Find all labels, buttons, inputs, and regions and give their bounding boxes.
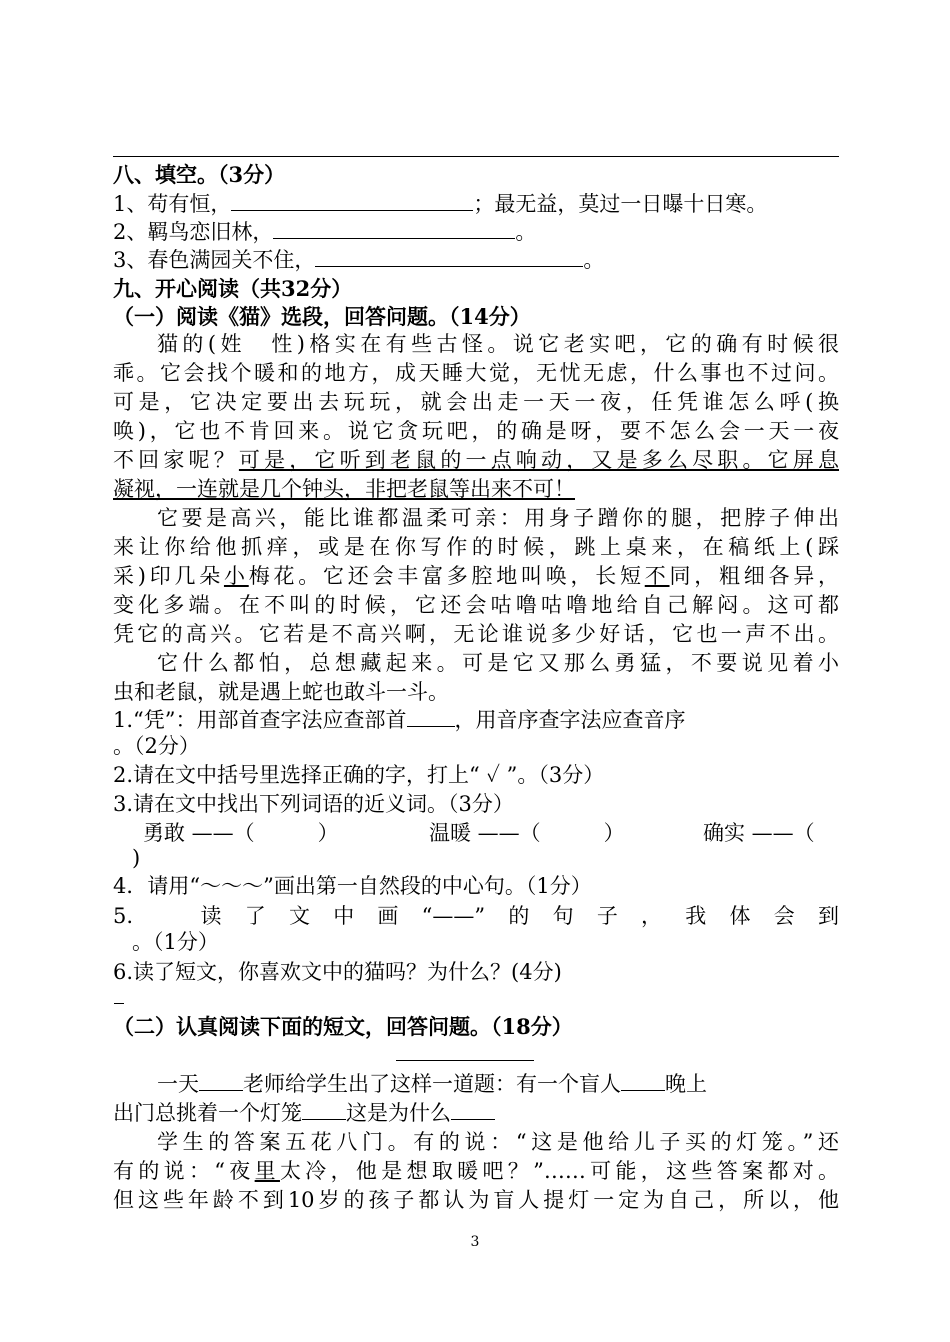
fill-item-2-suffix: 。 <box>515 220 537 244</box>
fill-item-3-suffix: 。 <box>583 248 605 272</box>
synonym-brave[interactable]: 勇敢 ——（ ） <box>143 821 339 845</box>
story-line-1-b: 老师给学生出了这样一道题：有一个盲人 <box>243 1072 621 1096</box>
para2-line-3-a: 采)印几朵 <box>113 564 224 588</box>
para3-line-1: 它什么都怕，总想藏起来。可是它又那么勇猛，不要说见着小 <box>157 651 839 675</box>
question-1-text-a: 1.“凭”：用部首查字法应查部首 <box>113 708 407 732</box>
story-line-3: 学生的答案五花八门。有的说：“这是他给儿子买的灯笼。”还 <box>157 1130 839 1154</box>
fill-blank-2[interactable] <box>273 218 515 239</box>
underlined-char-xiao: 小 <box>223 564 249 588</box>
page-number: 3 <box>470 1234 480 1250</box>
story-line-4-c: 太冷，他是想取暖吧？”……可能，这些答案都对。 <box>279 1159 840 1183</box>
question-2: 2.请在文中括号里选择正确的字，打上“ ✓ ”。（3分） <box>113 763 605 787</box>
para2-line-4: 变化多端。在不叫的时候，它还会咕噜咕噜地给自己解闷。这可都 <box>113 593 839 617</box>
answer-line-marker <box>114 1003 124 1004</box>
story-line-5: 但这些年龄不到10岁的孩子都认为盲人提灯一定为自己，所以，他 <box>113 1188 839 1212</box>
underlined-sentence-end: 凝视，一连就是几个钟头，非把老鼠等出来不可！ <box>113 477 575 501</box>
story-line-2 <box>113 1099 839 1128</box>
synonym-indeed[interactable]: 确实 ——（ <box>703 821 815 845</box>
question-1-text-b: ，用音序查字法应查音序 <box>454 708 686 732</box>
reading-1-title: （一）阅读《猫》选段，回答问题。（14分） <box>113 304 531 329</box>
fill-item-2-prefix: 2、羁鸟恋旧林， <box>113 220 274 244</box>
story-line-1-c: 晚上 <box>665 1072 707 1096</box>
para1-line-4: 唤)，它也不肯回来。说它贪玩吧，的确是呀，要不怎么会一天一夜 <box>113 419 839 443</box>
story-line-4-a: 有的说：“夜 <box>113 1159 255 1183</box>
para2-line-3 <box>113 562 839 591</box>
punct-blank-2[interactable] <box>621 1070 665 1091</box>
fill-item-3-prefix: 3、春色满园关不住， <box>113 248 316 272</box>
fill-item-1-suffix: ；最无益，莫过一日曝十日寒。 <box>473 192 768 216</box>
section-9-heading: 九、开心阅读（共32分） <box>113 276 353 301</box>
para1-line-3: 可是，它决定要出去玩玩，就会出走一天一夜，任凭谁怎么呼(换 <box>113 390 839 414</box>
question-6: 6.读了短文，你喜欢文中的猫吗？为什么？(4分) <box>113 960 562 984</box>
story-line-2-a: 出门总挑着一个灯笼 <box>113 1101 302 1125</box>
question-5: 5. 读了文中画“——”的句子，我体会到 <box>113 904 839 928</box>
punct-blank-3[interactable] <box>302 1099 346 1120</box>
underlined-char-li: 里 <box>254 1159 280 1183</box>
para3-line-2: 虫和老鼠，就是遇上蛇也敢斗一斗。 <box>113 680 449 704</box>
story-line-1 <box>113 1070 839 1099</box>
para1-line-5 <box>113 446 839 475</box>
underlined-sentence: 可是，它听到老鼠的一点响动，又是多么尽职。它屏息 <box>238 448 840 472</box>
fill-item-1 <box>113 190 839 219</box>
question-4: 4．请用“～～～”画出第一自然段的中心句。（1分） <box>113 874 592 898</box>
section-8-heading: 八、填空。（3分） <box>113 162 286 187</box>
story-line-4 <box>113 1157 839 1186</box>
story-title-blank[interactable] <box>396 1060 534 1061</box>
punct-blank-4[interactable] <box>451 1099 495 1120</box>
para2-line-1: 它要是高兴，能比谁都温柔可亲：用身子蹭你的腿，把脖子伸出 <box>157 506 839 530</box>
fill-blank-1[interactable] <box>231 190 473 211</box>
punct-blank-1[interactable] <box>199 1070 243 1091</box>
synonym-warm[interactable]: 温暖 ——（ ） <box>429 821 625 845</box>
para2-line-2: 来让你给他抓痒，或是在你写作的时候，跳上桌来，在稿纸上(踩 <box>113 535 839 559</box>
fill-item-2 <box>113 218 839 247</box>
radical-blank[interactable] <box>407 706 455 727</box>
para1-line-5-lead: 不回家呢？ <box>113 448 239 472</box>
question-5-end: 。（1分） <box>132 930 219 954</box>
top-rule <box>113 156 839 157</box>
underlined-char-bu: 不 <box>644 564 670 588</box>
para2-line-3-e: 同，粗细各异， <box>669 564 840 588</box>
para1-line-2: 乖。它会找个暖和的地方，成天睡大觉，无忧无虑，什么事也不过问。 <box>113 361 839 385</box>
fill-item-1-prefix: 1、苟有恒， <box>113 192 232 216</box>
question-3-close-paren: ) <box>132 846 141 870</box>
fill-item-3 <box>113 246 839 275</box>
para2-line-3-c: 梅花。它还会丰富多腔地叫唤，长短 <box>248 564 645 588</box>
question-1-end: 。（2分） <box>113 734 200 758</box>
fill-blank-3[interactable] <box>315 246 583 267</box>
story-line-2-b: 这是为什么 <box>346 1101 451 1125</box>
reading-2-title: （二）认真阅读下面的短文，回答问题。（18分） <box>113 1014 573 1039</box>
story-line-1-a: 一天 <box>157 1072 199 1096</box>
question-3: 3.请在文中找出下列词语的近义词。（3分） <box>113 792 514 816</box>
para2-line-5: 凭它的高兴。它若是不高兴啊，无论谁说多少好话，它也一声不出。 <box>113 622 839 646</box>
para1-line-1: 猫的(姓 性)格实在有些古怪。说它老实吧，它的确有时候很 <box>157 332 839 356</box>
para1-line-6 <box>113 475 839 504</box>
question-1 <box>113 706 839 735</box>
